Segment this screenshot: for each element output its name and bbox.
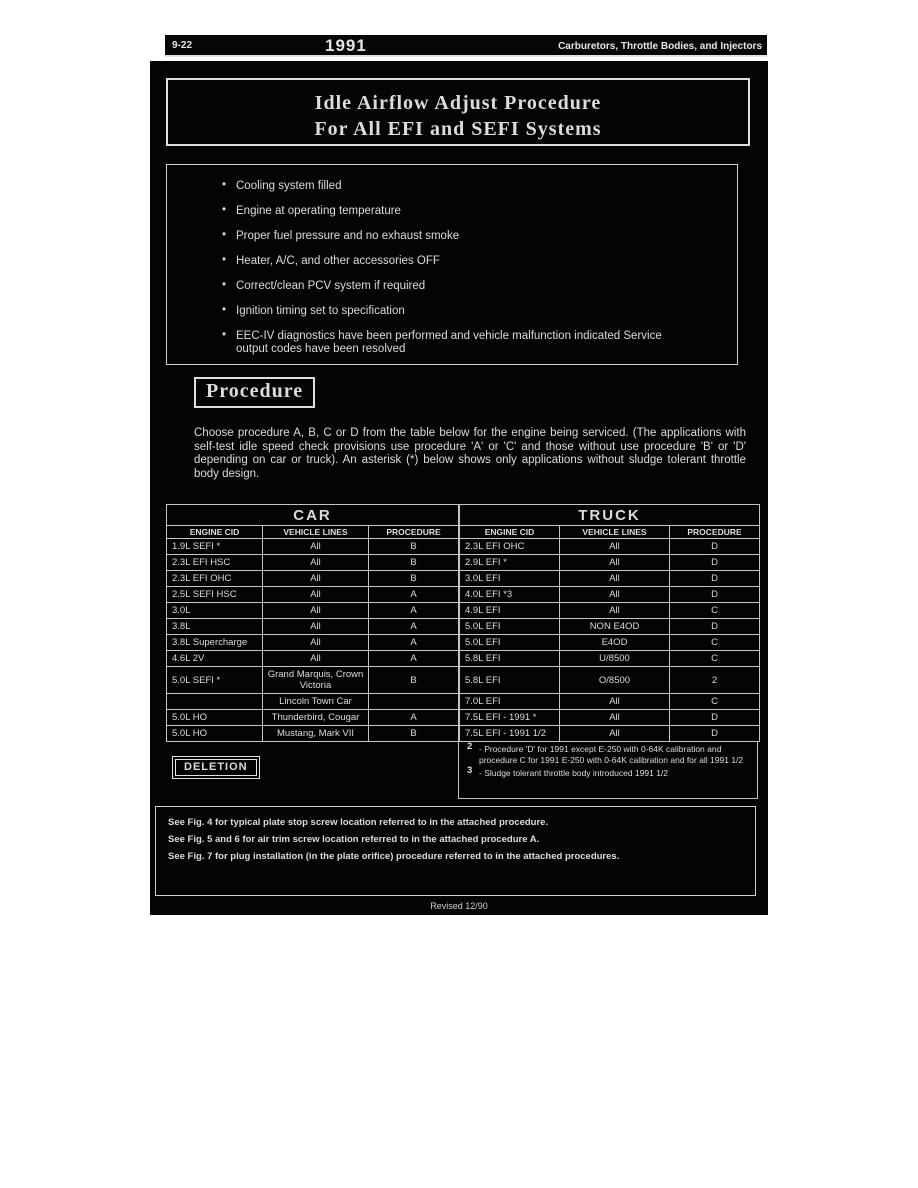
prerequisite-item (222, 180, 687, 193)
table-row (460, 555, 760, 571)
table-row (460, 710, 760, 726)
car-column-procedure: PROCEDURE (369, 526, 459, 539)
engine-cell: 7.5L EFI - 1991 * (460, 710, 560, 726)
footnote-text: - Sludge tolerant throttle body introduced 1991 1/2 (479, 768, 669, 778)
procedure-cell: D (670, 619, 760, 635)
engine-cell: 2.3L EFI HSC (167, 555, 263, 571)
procedure-cell: D (670, 726, 760, 742)
vehicle-lines-cell: Thunderbird, Cougar (263, 710, 369, 726)
table-row (460, 603, 760, 619)
page-number: 9-22 (172, 40, 193, 51)
vehicle-lines-cell: All (560, 726, 670, 742)
prerequisite-text: Ignition timing set to specification (236, 305, 405, 317)
engine-cell: 4.9L EFI (460, 603, 560, 619)
engine-cell: 7.0L EFI (460, 694, 560, 710)
procedure-cell: D (670, 571, 760, 587)
engine-cell: 4.0L EFI *3 (460, 587, 560, 603)
table-row (460, 726, 760, 742)
car-table-title: CAR (167, 505, 459, 526)
truck-table-title: TRUCK (460, 505, 760, 526)
procedure-cell: D (670, 710, 760, 726)
truck-column-engine: ENGINE CID (460, 526, 560, 539)
section-title: Carburetors, Throttle Bodies, and Injectors (558, 41, 762, 52)
table-row (167, 710, 459, 726)
bullet-icon: • (222, 279, 227, 291)
engine-cell: 3.0L EFI (460, 571, 560, 587)
procedure-cell: 2 (670, 667, 760, 694)
vehicle-lines-cell: E4OD (560, 635, 670, 651)
procedure-cell: A (369, 635, 459, 651)
procedure-cell: A (369, 651, 459, 667)
footnote-number: 2 (467, 741, 473, 752)
engine-cell: 5.8L EFI (460, 651, 560, 667)
vehicle-lines-cell: All (560, 694, 670, 710)
manual-page (150, 61, 768, 915)
title-line-1: Idle Airflow Adjust Procedure (314, 92, 602, 114)
prerequisite-item (222, 280, 687, 293)
engine-cell: 3.0L (167, 603, 263, 619)
procedure-cell: C (670, 635, 760, 651)
vehicle-tables (166, 504, 760, 742)
footnote-number: 3 (467, 765, 473, 776)
table-row (167, 555, 459, 571)
table-row (167, 667, 459, 694)
truck-column-lines: VEHICLE LINES (560, 526, 670, 539)
figure-note: See Fig. 7 for plug installation (in the plate orifice) procedure referred to in the attached procedures. (168, 851, 620, 862)
table-row (460, 667, 760, 694)
engine-cell: 2.3L EFI OHC (460, 539, 560, 555)
table-row (460, 571, 760, 587)
deletion-label: DELETION (175, 759, 257, 776)
vehicle-lines-cell: U/8500 (560, 651, 670, 667)
year-title: 1991 (325, 36, 367, 55)
procedure-cell (369, 694, 459, 710)
engine-cell: 2.9L EFI * (460, 555, 560, 571)
engine-cell: 5.0L EFI (460, 619, 560, 635)
procedure-cell: A (369, 619, 459, 635)
table-row (167, 694, 459, 710)
vehicle-lines-cell: Grand Marquis, Crown Victoria (263, 667, 369, 694)
procedure-cell: B (369, 539, 459, 555)
title-line-2: For All EFI and SEFI Systems (314, 118, 602, 140)
table-row (460, 651, 760, 667)
vehicle-lines-cell: All (560, 603, 670, 619)
figure-note: See Fig. 4 for typical plate stop screw location referred to in the attached procedure. (168, 817, 549, 828)
table-row (167, 726, 459, 742)
procedure-cell: C (670, 694, 760, 710)
engine-cell: 5.0L HO (167, 710, 263, 726)
table-row (460, 539, 760, 555)
table-row (460, 619, 760, 635)
engine-cell: 5.0L EFI (460, 635, 560, 651)
table-row (167, 619, 459, 635)
page-header (165, 35, 767, 57)
engine-cell: 5.8L EFI (460, 667, 560, 694)
truck-column-procedure: PROCEDURE (670, 526, 760, 539)
table-row (167, 587, 459, 603)
vehicle-lines-cell: NON E4OD (560, 619, 670, 635)
engine-cell: 2.5L SEFI HSC (167, 587, 263, 603)
procedure-cell: B (369, 555, 459, 571)
procedure-cell: D (670, 555, 760, 571)
engine-cell: 3.8L (167, 619, 263, 635)
prerequisite-item (222, 205, 687, 218)
prerequisite-text: EEC-IV diagnostics have been performed and vehicle malfunction indicated Service output codes have been resolved (236, 330, 662, 355)
table-row (167, 571, 459, 587)
vehicle-lines-cell: All (263, 555, 369, 571)
procedure-cell: B (369, 571, 459, 587)
vehicle-lines-cell: All (263, 619, 369, 635)
footnotes-box (458, 741, 758, 799)
engine-cell: 5.0L SEFI * (167, 667, 263, 694)
procedure-cell: A (369, 710, 459, 726)
vehicle-lines-cell: All (263, 603, 369, 619)
vehicle-lines-cell: All (263, 635, 369, 651)
procedure-cell: C (670, 603, 760, 619)
footnote (467, 741, 751, 765)
footnote-text: - Procedure 'D' for 1991 except E-250 with 0-64K calibration and procedure C for 1991 E-250 with 0-64K calibration and for all 1991 1/2 (479, 744, 744, 765)
table-row (167, 651, 459, 667)
table-row (460, 635, 760, 651)
title-box (166, 78, 750, 146)
prerequisites-box (166, 164, 738, 365)
procedure-cell: B (369, 667, 459, 694)
table-row (167, 539, 459, 555)
engine-cell: 3.8L Supercharge (167, 635, 263, 651)
engine-cell: 2.3L EFI OHC (167, 571, 263, 587)
table-row (460, 587, 760, 603)
vehicle-lines-cell: All (560, 587, 670, 603)
table-row (167, 603, 459, 619)
bullet-icon: • (222, 254, 227, 266)
car-table (166, 504, 459, 742)
prerequisite-item (222, 330, 687, 356)
procedure-heading: Procedure (194, 377, 315, 408)
procedure-cell: D (670, 539, 760, 555)
bullet-icon: • (222, 179, 227, 191)
prerequisite-item (222, 305, 687, 318)
table-row (167, 635, 459, 651)
deletion-box (172, 756, 260, 779)
procedure-cell: D (670, 587, 760, 603)
prerequisite-text: Cooling system filled (236, 180, 342, 192)
bullet-icon: • (222, 304, 227, 316)
vehicle-lines-cell: All (263, 587, 369, 603)
engine-cell: 7.5L EFI - 1991 1/2 (460, 726, 560, 742)
engine-cell: 4.6L 2V (167, 651, 263, 667)
prerequisite-item (222, 255, 687, 268)
vehicle-lines-cell: All (560, 539, 670, 555)
procedure-cell: B (369, 726, 459, 742)
vehicle-lines-cell: All (263, 651, 369, 667)
vehicle-lines-cell: O/8500 (560, 667, 670, 694)
prerequisite-text: Correct/clean PCV system if required (236, 280, 426, 292)
procedure-cell: C (670, 651, 760, 667)
figure-notes-box (155, 806, 756, 896)
car-column-engine: ENGINE CID (167, 526, 263, 539)
engine-cell: 5.0L HO (167, 726, 263, 742)
prerequisite-text: Heater, A/C, and other accessories OFF (236, 255, 440, 267)
engine-cell: 1.9L SEFI * (167, 539, 263, 555)
vehicle-lines-cell: All (560, 571, 670, 587)
table-row (460, 694, 760, 710)
bullet-icon: • (222, 229, 227, 241)
vehicle-lines-cell: All (560, 710, 670, 726)
prerequisite-text: Proper fuel pressure and no exhaust smoke (236, 230, 460, 242)
bullet-icon: • (222, 329, 227, 341)
engine-cell (167, 694, 263, 710)
vehicle-lines-cell: Mustang, Mark VII (263, 726, 369, 742)
vehicle-lines-cell: All (560, 555, 670, 571)
prerequisite-item (222, 230, 687, 243)
bullet-icon: • (222, 204, 227, 216)
revised-label: Revised 12/90 (430, 901, 488, 911)
procedure-cell: A (369, 587, 459, 603)
prerequisite-text: Engine at operating temperature (236, 205, 401, 217)
vehicle-lines-cell: Lincoln Town Car (263, 694, 369, 710)
truck-table (459, 504, 760, 742)
figure-note: See Fig. 5 and 6 for air trim screw location referred to in the attached procedure A. (168, 834, 540, 845)
vehicle-lines-cell: All (263, 539, 369, 555)
vehicle-lines-cell: All (263, 571, 369, 587)
procedure-paragraph: Choose procedure A, B, C or D from the table below for the engine being serviced. (The applications with self-test idle speed check provisions use procedure 'A' or 'C' and those without use procedure 'B' or 'D' depending on car or truck). An asterisk (*) below shows only applications without sludge tolerant throttle body design. (194, 427, 746, 480)
procedure-cell: A (369, 603, 459, 619)
car-column-lines: VEHICLE LINES (263, 526, 369, 539)
footnote (467, 765, 751, 779)
